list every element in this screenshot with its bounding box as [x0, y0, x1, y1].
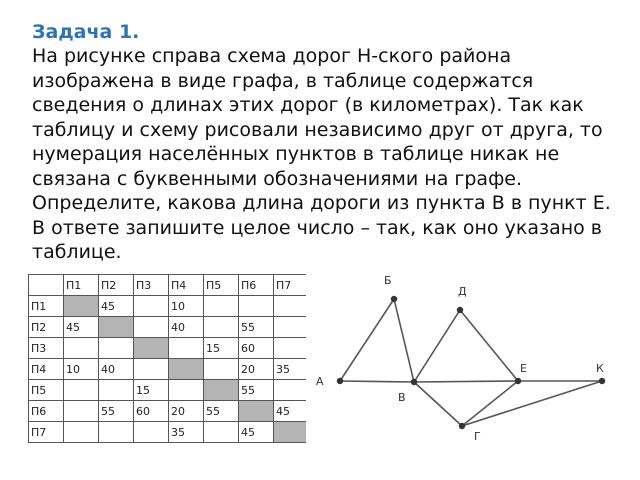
- distance-table: [28, 274, 309, 443]
- column-header: П4: [169, 275, 204, 296]
- vertex-label: А: [316, 375, 324, 388]
- distance-cell: 35: [169, 422, 204, 443]
- diagonal-cell: [169, 359, 204, 380]
- table-row: [29, 422, 309, 443]
- column-header: П7: [274, 275, 309, 296]
- row-header: П1: [29, 296, 64, 317]
- distance-cell: [64, 380, 99, 401]
- distance-cell: [64, 338, 99, 359]
- distance-cell: [134, 317, 169, 338]
- distance-cell: [274, 296, 309, 317]
- distance-cell: 55: [99, 401, 134, 422]
- distance-cell: [239, 296, 274, 317]
- table-corner-cell: [29, 275, 64, 296]
- distance-cell: 15: [204, 338, 239, 359]
- graph-edge: [460, 310, 518, 381]
- column-header: П6: [239, 275, 274, 296]
- graph-edge: [414, 382, 462, 426]
- distance-cell: [64, 422, 99, 443]
- vertex-label: В: [398, 391, 406, 404]
- distance-cell: [204, 359, 239, 380]
- distance-cell: [99, 338, 134, 359]
- distance-cell: 55: [204, 401, 239, 422]
- distance-cell: [204, 422, 239, 443]
- distance-cell: [204, 317, 239, 338]
- distance-cell: [134, 359, 169, 380]
- diagonal-cell: [239, 401, 274, 422]
- distance-cell: 10: [64, 359, 99, 380]
- distance-cell: 55: [239, 380, 274, 401]
- graph-vertex: [459, 423, 465, 429]
- distance-cell: 40: [169, 317, 204, 338]
- distance-cell: [204, 296, 239, 317]
- distance-cell: [134, 296, 169, 317]
- diagonal-cell: [64, 296, 99, 317]
- table-header-row: [29, 275, 309, 296]
- distance-cell: [99, 380, 134, 401]
- row-header: П3: [29, 338, 64, 359]
- graph-edge: [394, 299, 414, 382]
- task-text: На рисунке справа схема дорог Н-ского района изображена в виде графа, в таблице содержатся сведения о длинах этих дорог (в километрах). Так как таблицу и схему рисовали независимо друг от друга, то нумерация населённых пунктов в таблице никак не связана с буквенными обозначениями на графе. Определите, какова длина дороги из пункта В в пункт Е. В ответе запишите целое число – так, как оно указано в таблице.: [32, 45, 611, 263]
- diagonal-cell: [274, 422, 309, 443]
- distance-cell: [134, 422, 169, 443]
- table-row: [29, 401, 309, 422]
- graph-vertex: [391, 296, 397, 302]
- graph-edge: [414, 381, 518, 382]
- distance-cell: 45: [64, 317, 99, 338]
- distance-cell: 10: [169, 296, 204, 317]
- row-header: П4: [29, 359, 64, 380]
- row-header: П2: [29, 317, 64, 338]
- column-header: П1: [64, 275, 99, 296]
- road-graph: [306, 268, 616, 448]
- column-header: П2: [99, 275, 134, 296]
- distance-cell: [99, 422, 134, 443]
- distance-cell: [274, 380, 309, 401]
- task-heading: Задача 1.: [32, 21, 140, 43]
- graph-vertex: [599, 378, 605, 384]
- row-header: П6: [29, 401, 64, 422]
- distance-cell: [64, 401, 99, 422]
- table-row: [29, 296, 309, 317]
- table-row: [29, 380, 309, 401]
- road-graph-svg: [306, 268, 616, 448]
- table-row: [29, 317, 309, 338]
- distance-cell: 45: [239, 422, 274, 443]
- vertex-label: Г: [474, 430, 481, 443]
- table-row: [29, 338, 309, 359]
- vertex-label: Б: [384, 274, 392, 287]
- graph-edge: [340, 381, 414, 382]
- diagonal-cell: [204, 380, 239, 401]
- distance-cell: 60: [134, 401, 169, 422]
- distance-cell: 20: [169, 401, 204, 422]
- graph-edge: [462, 381, 602, 426]
- graph-vertex: [457, 307, 463, 313]
- vertex-label: Д: [458, 285, 467, 298]
- distance-cell: 35: [274, 359, 309, 380]
- vertex-label: Е: [520, 362, 527, 375]
- row-header: П5: [29, 380, 64, 401]
- distance-cell: 60: [239, 338, 274, 359]
- distance-cell: [274, 338, 309, 359]
- distance-cell: 20: [239, 359, 274, 380]
- distance-table-container: [28, 274, 309, 443]
- distance-cell: [169, 338, 204, 359]
- graph-vertex: [337, 378, 343, 384]
- graph-vertex: [411, 379, 417, 385]
- distance-cell: 55: [239, 317, 274, 338]
- table-row: [29, 359, 309, 380]
- graph-edge: [414, 310, 460, 382]
- vertex-label: К: [596, 362, 604, 375]
- distance-cell: 45: [274, 401, 309, 422]
- diagonal-cell: [134, 338, 169, 359]
- diagonal-cell: [99, 317, 134, 338]
- distance-cell: [274, 317, 309, 338]
- column-header: П3: [134, 275, 169, 296]
- column-header: П5: [204, 275, 239, 296]
- distance-cell: 40: [99, 359, 134, 380]
- graph-edge: [462, 381, 518, 426]
- graph-vertex: [515, 378, 521, 384]
- distance-cell: [169, 380, 204, 401]
- distance-cell: 15: [134, 380, 169, 401]
- row-header: П7: [29, 422, 64, 443]
- graph-edge: [340, 299, 394, 381]
- distance-cell: 45: [99, 296, 134, 317]
